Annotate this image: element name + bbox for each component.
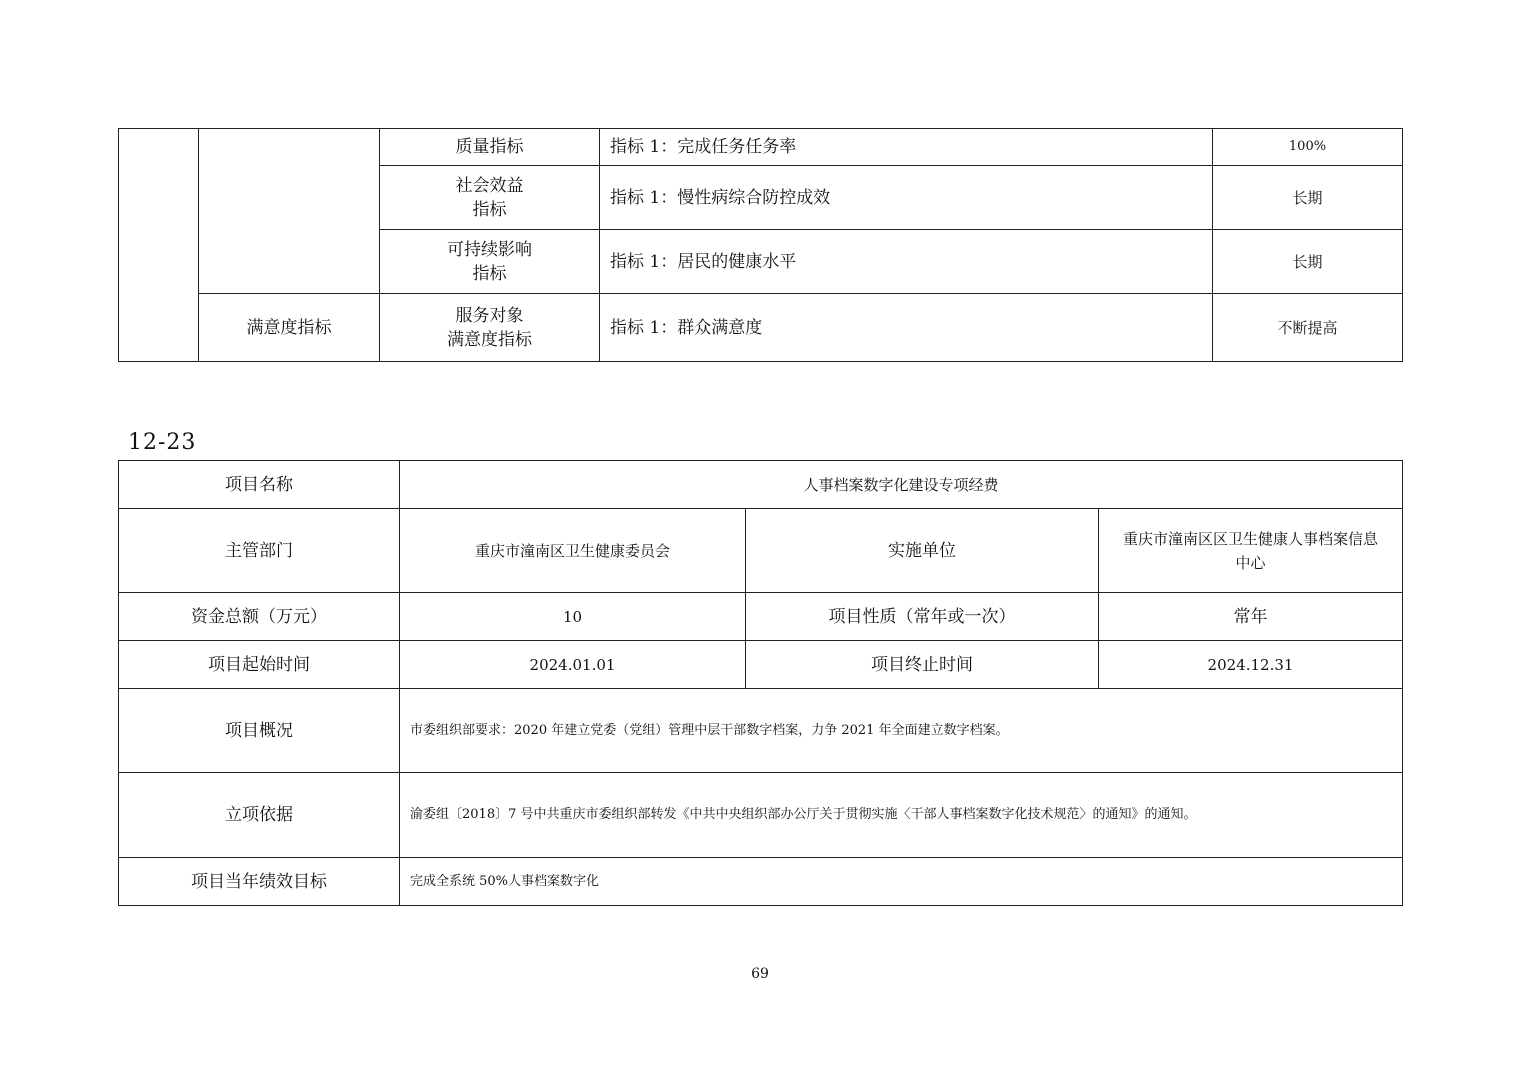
dept-value: 重庆市潼南区卫生健康委员会 — [400, 509, 746, 593]
table-row — [119, 689, 1403, 773]
sub-label-line: 可持续影响 — [447, 239, 532, 260]
fund-label: 资金总额（万元） — [119, 593, 400, 641]
sub-label-line: 满意度指标 — [447, 329, 532, 350]
indicator-value: 100% — [1213, 129, 1403, 166]
indicator-value: 不断提高 — [1213, 294, 1403, 362]
sub-label-line: 指标 — [472, 199, 507, 220]
sub-label-line: 指标 — [472, 263, 507, 284]
impl-unit — [1099, 509, 1403, 593]
table-row — [119, 461, 1403, 509]
category-label: 满意度指标 — [199, 294, 380, 362]
dept-label: 主管部门 — [119, 509, 400, 593]
sub-label — [380, 166, 600, 230]
overview-label: 项目概况 — [119, 689, 400, 773]
fund-value: 10 — [400, 593, 746, 641]
basis-text: 渝委组〔2018〕7 号中共重庆市委组织部转发《中共中央组织部办公厅关于贯彻实施〈干部人事档案数字化技术规范〉的通知》的通知。 — [400, 773, 1403, 858]
indicator-value: 长期 — [1213, 230, 1403, 294]
start-label: 项目起始时间 — [119, 641, 400, 689]
table-row — [119, 509, 1403, 593]
indicator-table — [118, 128, 1403, 362]
impl-unit-line: 中心 — [1235, 553, 1266, 572]
impl-unit-line: 重庆市潼南区区卫生健康人事档案信息 — [1122, 529, 1378, 548]
indicator-text: 指标 1：居民的健康水平 — [600, 230, 1213, 294]
level2-cell — [199, 129, 380, 294]
project-name-label: 项目名称 — [119, 461, 400, 509]
basis-label: 立项依据 — [119, 773, 400, 858]
table-row — [119, 294, 1403, 362]
indicator-text: 指标 1：完成任务任务率 — [600, 129, 1213, 166]
table-row — [119, 858, 1403, 906]
indicator-text: 指标 1：群众满意度 — [600, 294, 1213, 362]
page-number: 69 — [751, 966, 769, 982]
sub-label — [380, 294, 600, 362]
project-name: 人事档案数字化建设专项经费 — [400, 461, 1403, 509]
goal-label: 项目当年绩效目标 — [119, 858, 400, 906]
level1-cell — [119, 129, 199, 362]
indicator-value: 长期 — [1213, 166, 1403, 230]
nature-value: 常年 — [1099, 593, 1403, 641]
overview-text: 市委组织部要求：2020 年建立党委（党组）管理中层干部数字档案，力争 2021 年全面建立数字档案。 — [400, 689, 1403, 773]
table-row — [119, 129, 1403, 166]
goal-text: 完成全系统 50%人事档案数字化 — [400, 858, 1403, 906]
section-id: 12-23 — [128, 430, 197, 455]
sub-label-line: 质量指标 — [455, 137, 524, 157]
start-value: 2024.01.01 — [400, 641, 746, 689]
table-row — [119, 641, 1403, 689]
nature-label: 项目性质（常年或一次） — [746, 593, 1099, 641]
sub-label — [380, 230, 600, 294]
table-row — [119, 593, 1403, 641]
sub-label — [380, 129, 600, 166]
indicator-text: 指标 1：慢性病综合防控成效 — [600, 166, 1213, 230]
project-table — [118, 460, 1403, 906]
impl-label: 实施单位 — [746, 509, 1099, 593]
table-row — [119, 773, 1403, 858]
end-label: 项目终止时间 — [746, 641, 1099, 689]
end-value: 2024.12.31 — [1099, 641, 1403, 689]
sub-label-line: 服务对象 — [455, 305, 524, 326]
sub-label-line: 社会效益 — [455, 175, 524, 196]
